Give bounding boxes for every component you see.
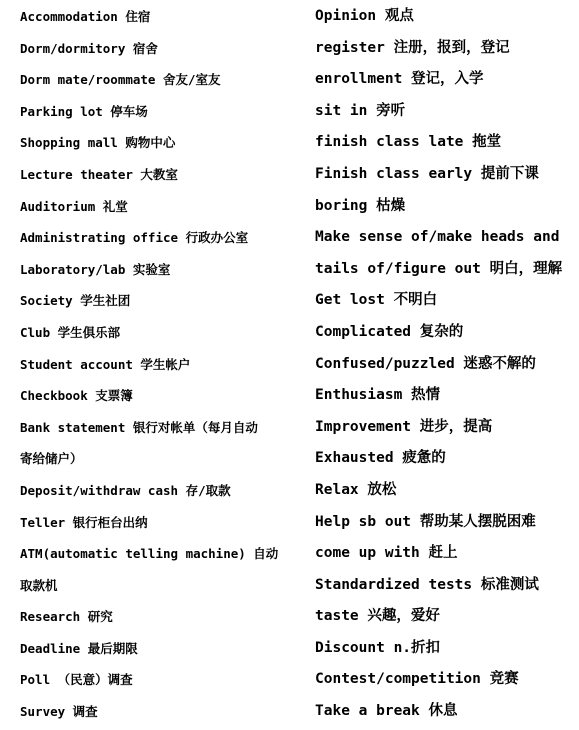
- vocabulary-entry: Parking lot 停车场: [20, 103, 148, 119]
- vocabulary-entry: Bank statement 银行对帐单（每月自动: [20, 419, 258, 435]
- vocabulary-left-column: [20, 0, 305, 728]
- vocabulary-entry: Get lost 不明白: [315, 292, 438, 309]
- vocabulary-entry: Research 研究: [20, 609, 113, 625]
- vocabulary-entry: Make sense of/make heads and: [315, 229, 560, 246]
- vocabulary-entry: enrollment 登记，入学: [315, 71, 484, 88]
- vocabulary-entry: register 注册，报到，登记: [315, 39, 510, 56]
- vocabulary-entry: come up with 赶上: [315, 545, 458, 562]
- vocabulary-entry: Standardized tests 标准测试: [315, 576, 539, 593]
- vocabulary-entry: 寄给储户）: [20, 451, 83, 467]
- vocabulary-entry: Administrating office 行政办公室: [20, 230, 249, 246]
- vocabulary-entry: Shopping mall 购物中心: [20, 135, 176, 151]
- vocabulary-entry: Finish class early 提前下课: [315, 165, 539, 182]
- vocabulary-entry: Improvement 进步，提高: [315, 418, 493, 435]
- vocabulary-entry: Club 学生俱乐部: [20, 324, 121, 340]
- vocabulary-entry: Enthusiasm 热情: [315, 387, 441, 404]
- vocabulary-entry: finish class late 拖堂: [315, 134, 502, 151]
- vocabulary-entry: Take a break 休息: [315, 703, 458, 720]
- vocabulary-entry: Deadline 最后期限: [20, 640, 138, 656]
- vocabulary-entry: Accommodation 住宿: [20, 9, 151, 24]
- vocabulary-entry: Dorm mate/roommate 舍友/室友: [20, 72, 221, 88]
- vocabulary-entry: Help sb out 帮助某人摆脱困难: [315, 513, 536, 530]
- vocabulary-entry: Laboratory/lab 实验室: [20, 261, 171, 277]
- vocabulary-entry: Complicated 复杂的: [315, 323, 464, 340]
- vocabulary-entry: Society 学生社团: [20, 293, 131, 309]
- vocabulary-entry: Opinion 观点: [315, 8, 414, 24]
- vocabulary-entry: Auditorium 礼堂: [20, 198, 128, 214]
- vocabulary-entry: Discount n.折扣: [315, 639, 441, 656]
- vocabulary-entry: boring 枯燥: [315, 197, 406, 214]
- vocabulary-entry: Teller 银行柜台出纳: [20, 514, 148, 530]
- vocabulary-entry: Exhausted 疲惫的: [315, 450, 446, 467]
- vocabulary-entry: sit in 旁听: [315, 102, 406, 119]
- vocabulary-entry: tails of/figure out 明白，理解: [315, 260, 563, 277]
- vocabulary-entry: Dorm/dormitory 宿舍: [20, 40, 158, 56]
- vocabulary-entry: Relax 放松: [315, 481, 397, 498]
- vocabulary-entry: Checkbook 支票簿: [20, 388, 133, 404]
- vocabulary-entry: Confused/puzzled 迷惑不解的: [315, 355, 536, 372]
- vocabulary-entry: Survey 调查: [20, 704, 98, 720]
- vocabulary-entry: Deposit/withdraw cash 存/取款: [20, 482, 231, 498]
- vocabulary-entry: Poll （民意）调查: [20, 672, 133, 688]
- vocabulary-entry: Lecture theater 大教室: [20, 166, 178, 182]
- vocabulary-entry: Contest/competition 竞赛: [315, 671, 519, 688]
- vocabulary-entry: 取款机: [20, 577, 58, 593]
- vocabulary-right-column: [315, 0, 577, 728]
- vocabulary-entry: taste 兴趣，爱好: [315, 608, 440, 625]
- vocabulary-entry: Student account 学生帐户: [20, 356, 191, 372]
- vocabulary-entry: ATM(automatic telling machine) 自动: [20, 546, 279, 562]
